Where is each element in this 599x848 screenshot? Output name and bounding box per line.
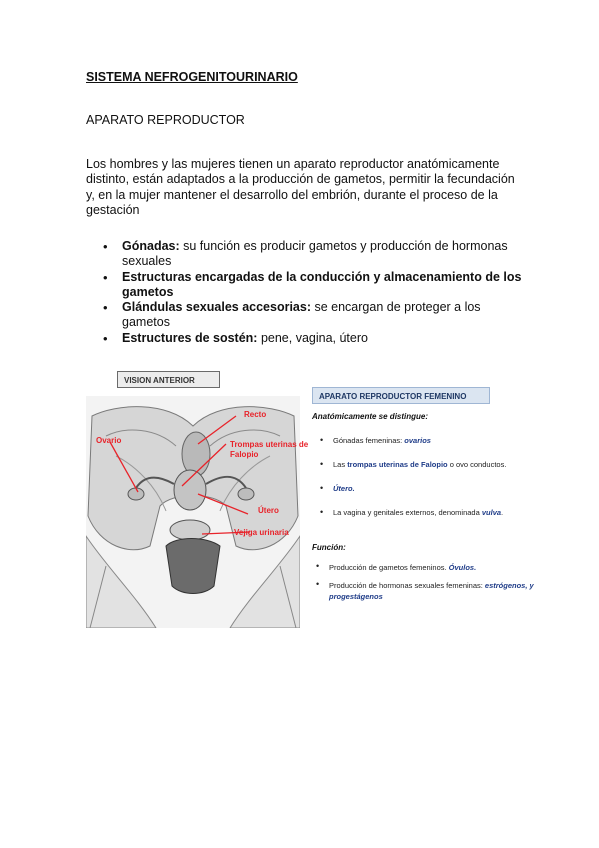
panel-subtitle: Anatómicamente se distingue: (312, 412, 429, 421)
bullet-term: Estructuras encargadas de la conducción y almacenamiento de los gametos (122, 269, 522, 299)
label-ovario: Ovario (96, 436, 122, 445)
anatomy-list (316, 436, 546, 532)
label-vejiga: Vejiga urinaria (234, 528, 289, 537)
page-title: SISTEMA NEFROGENITOURINARIO (86, 70, 298, 84)
list-item: • Gónadas femeninas: ovarios (316, 436, 546, 460)
label-utero: Útero (258, 506, 279, 515)
bullet-desc: se encargan de proteger a los gametos (122, 300, 481, 330)
bullet-term: Glándulas sexuales accesorias: (122, 300, 311, 315)
list-item: • Útero. (316, 484, 546, 508)
list-item: • La vagina y genitales externos, denominada vulva. (316, 508, 546, 532)
list-item (86, 331, 526, 346)
function-list (312, 562, 552, 609)
label-recto: Recto (244, 410, 267, 419)
list-item (86, 300, 526, 331)
panel-header: APARATO REPRODUCTOR FEMENINO (312, 387, 490, 404)
function-title: Función: (312, 543, 346, 552)
list-item: • Producción de hormonas sexuales femeninas: estrógenos, y progestágenos (312, 580, 552, 602)
bullet-list (86, 239, 526, 346)
section-title: APARATO REPRODUCTOR (86, 113, 245, 127)
bullet-term: Estructures de sostén: (122, 330, 258, 345)
label-falopio: Falopio (230, 450, 259, 459)
bullet-desc: su función es producir gametos y producción de hormonas sexuales (122, 239, 508, 269)
list-item (86, 270, 526, 301)
intro-paragraph: Los hombres y las mujeres tienen un aparato reproductor anatómicamente distinto, están adaptados a la producción de gametos, permitir la fecundación y, en la mujer mantener el desarrollo del embrión, durante el proceso de la gestación (86, 157, 515, 217)
list-item: • Producción de gametos femeninos. Óvulos. (312, 562, 552, 573)
label-trompas: Trompas uterinas de (230, 440, 309, 449)
bullet-desc: pene, vagina, útero (257, 330, 368, 345)
anatomy-figure (86, 366, 546, 630)
list-item (86, 239, 526, 270)
view-label: VISION ANTERIOR (117, 371, 220, 388)
bullet-term: Gónadas: (122, 239, 180, 253)
list-item: • Las trompas uterinas de Falopio o ovo conductos. (316, 460, 546, 484)
